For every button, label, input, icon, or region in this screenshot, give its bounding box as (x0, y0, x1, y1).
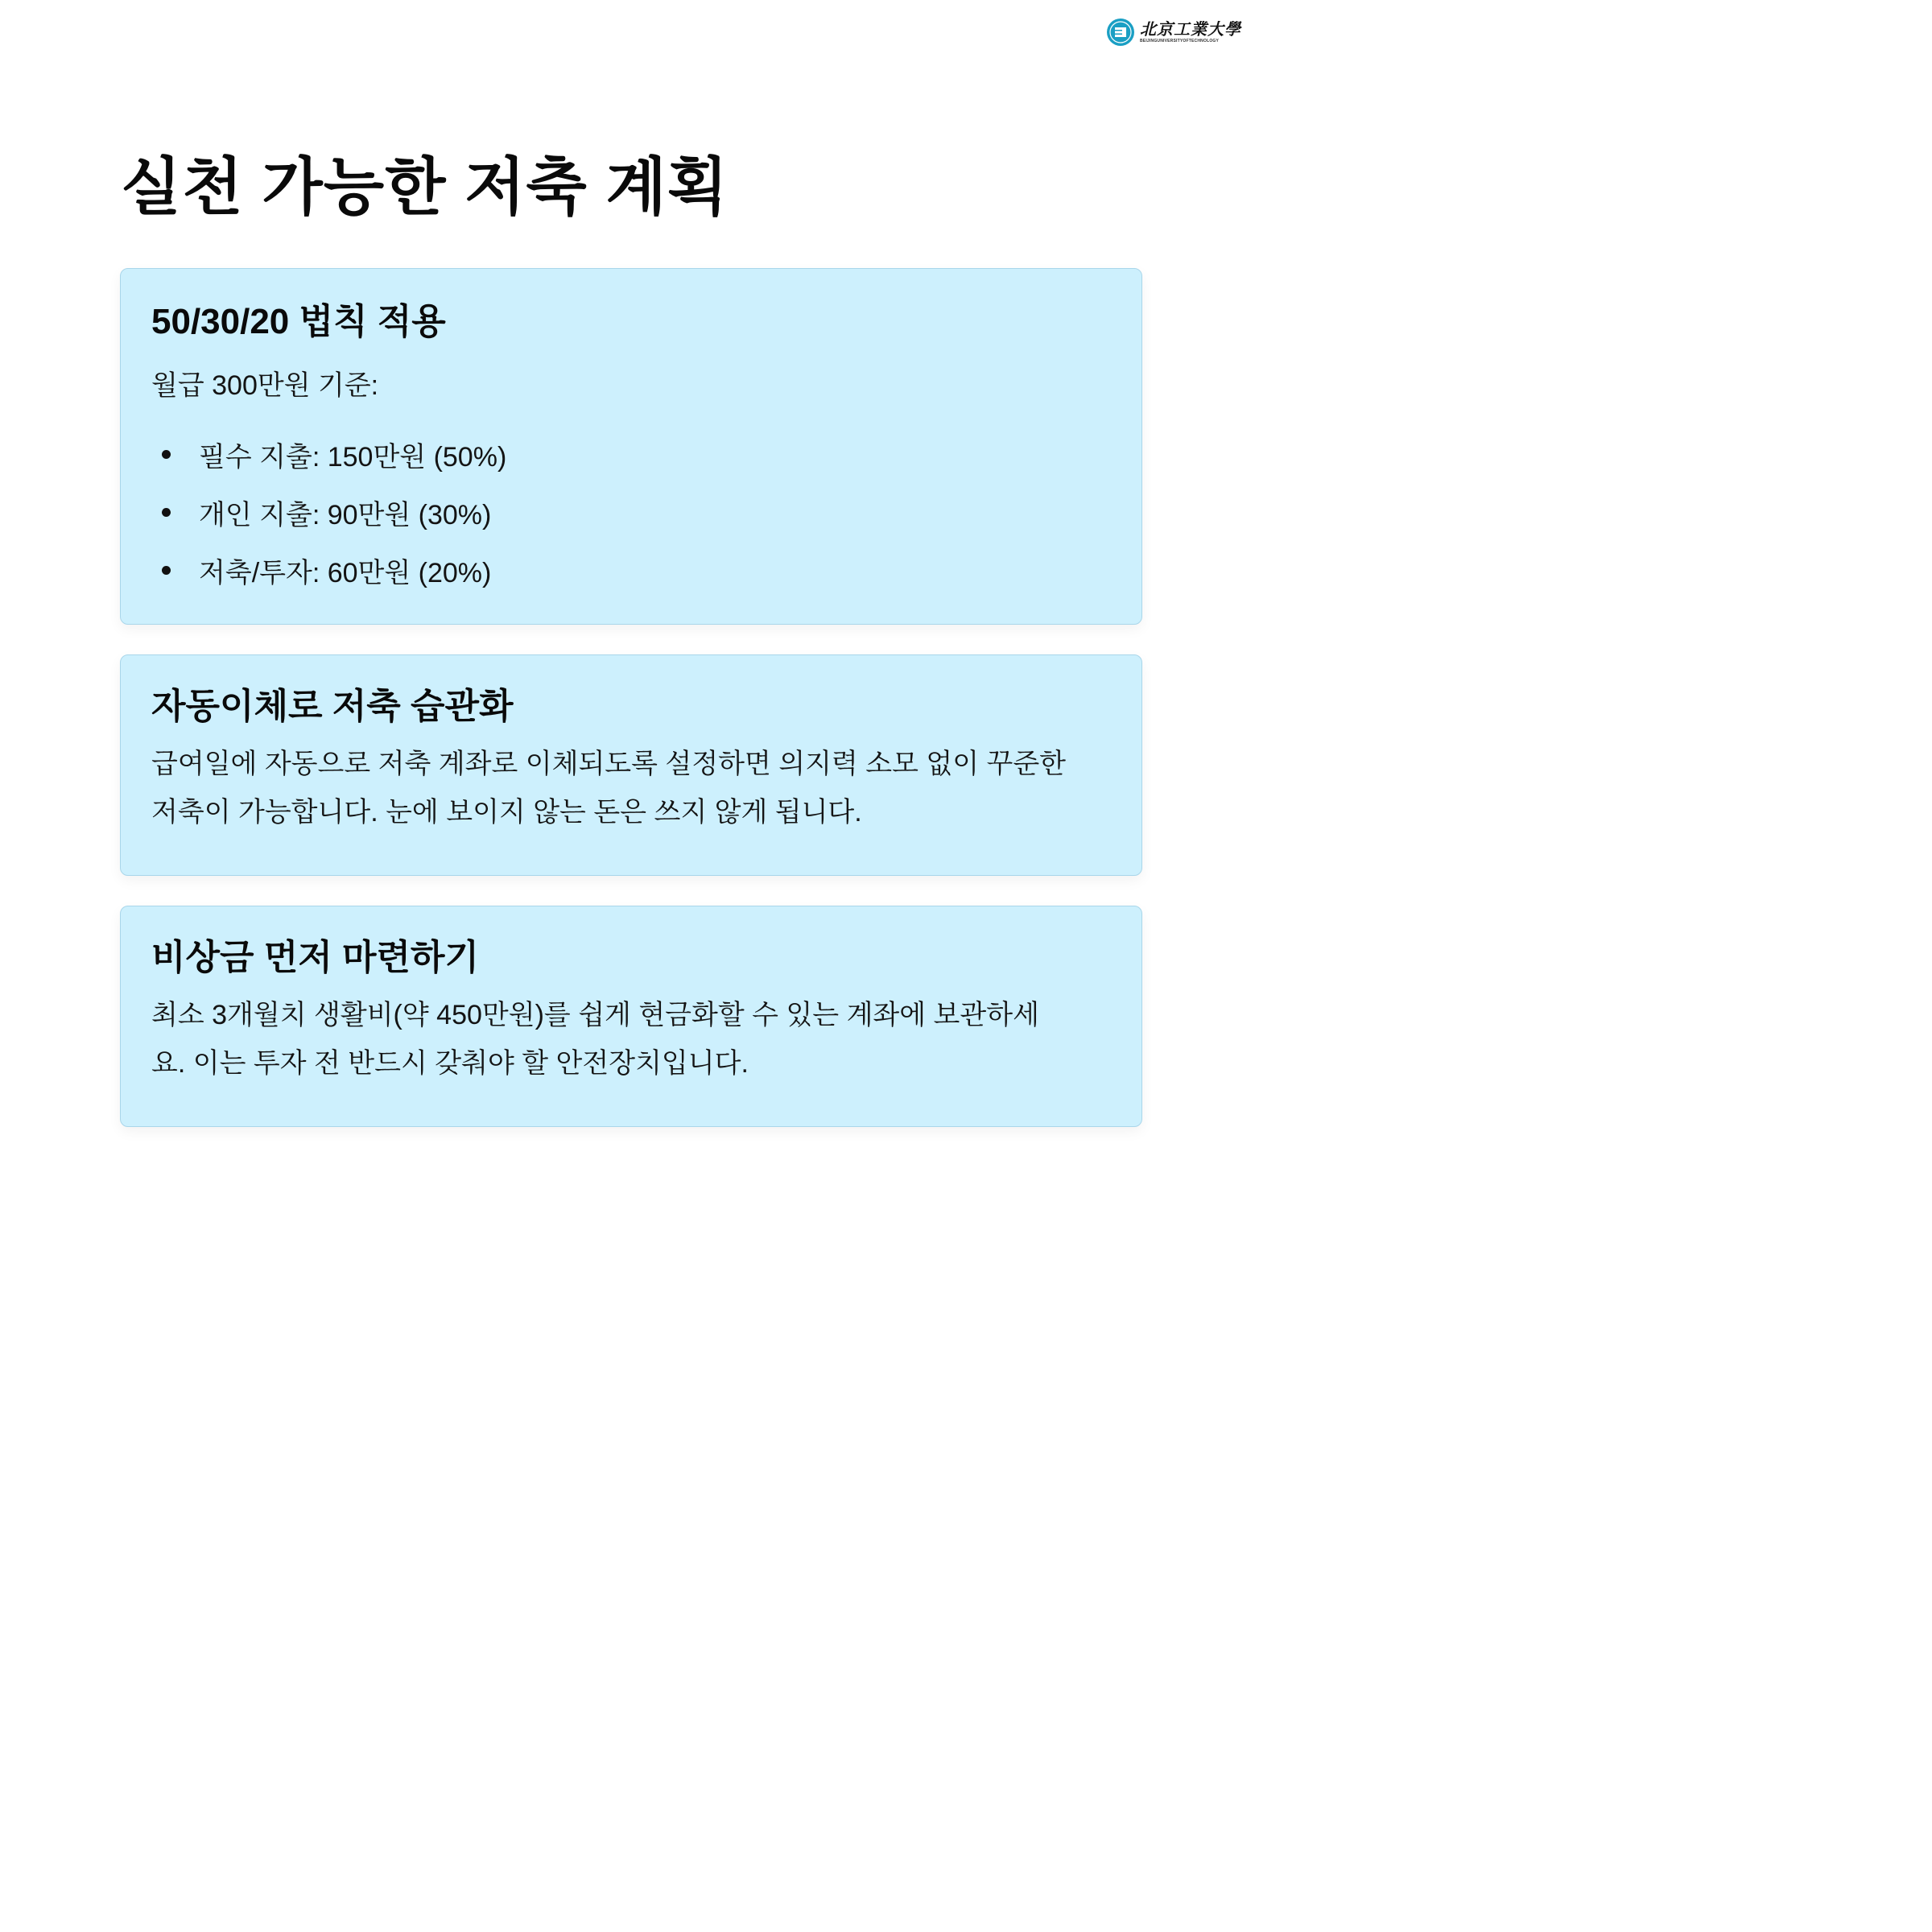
university-logo (1106, 18, 1241, 47)
auto-transfer-card (120, 654, 1142, 876)
auto-transfer-line-1: 급여일에 자동으로 저축 계좌로 이체되도록 설정하면 의지력 소모 없이 꾸준한 (151, 748, 1067, 779)
university-emblem-icon (1106, 18, 1135, 47)
bullet-icon (162, 508, 171, 517)
budget-rule-intro: 월급 300만원 기준: (151, 369, 379, 401)
budget-list (151, 426, 1111, 600)
emergency-fund-heading: 비상금 먼저 마련하기 (151, 938, 479, 977)
bullet-icon (162, 450, 171, 459)
page-title: 실천 가능한 저축 계획 (121, 151, 729, 222)
emergency-fund-line-2: 요. 이는 투자 전 반드시 갖춰야 할 안전장치입니다. (151, 1047, 749, 1079)
bullet-icon (162, 566, 171, 575)
budget-rule-heading: 50/30/20 법칙 적용 (151, 302, 446, 341)
list-item (151, 484, 1111, 542)
emergency-fund-line-1: 최소 3개월치 생활비(약 450만원)를 쉽게 현금화할 수 있는 계좌에 보관하세 (151, 999, 1039, 1030)
auto-transfer-heading: 자동이체로 저축 습관화 (151, 687, 514, 726)
list-item (151, 426, 1111, 484)
list-item-text: 필수 지출: 150만원 (50%) (199, 442, 507, 473)
emergency-fund-card (120, 906, 1142, 1127)
auto-transfer-body (151, 740, 1111, 836)
logo-english-name: BEIJINGUNIVERSITYOFTECHNOLOGY (1140, 39, 1220, 43)
emergency-fund-body (151, 991, 1111, 1088)
list-item (151, 542, 1111, 600)
budget-rule-card (120, 268, 1142, 625)
list-item-text: 저축/투자: 60만원 (20%) (199, 558, 492, 589)
list-item-text: 개인 지출: 90만원 (30%) (199, 500, 492, 531)
logo-chinese-name: 北京工業大學 (1140, 19, 1241, 39)
auto-transfer-line-2: 저축이 가능합니다. 눈에 보이지 않는 돈은 쓰지 않게 됩니다. (151, 796, 862, 828)
